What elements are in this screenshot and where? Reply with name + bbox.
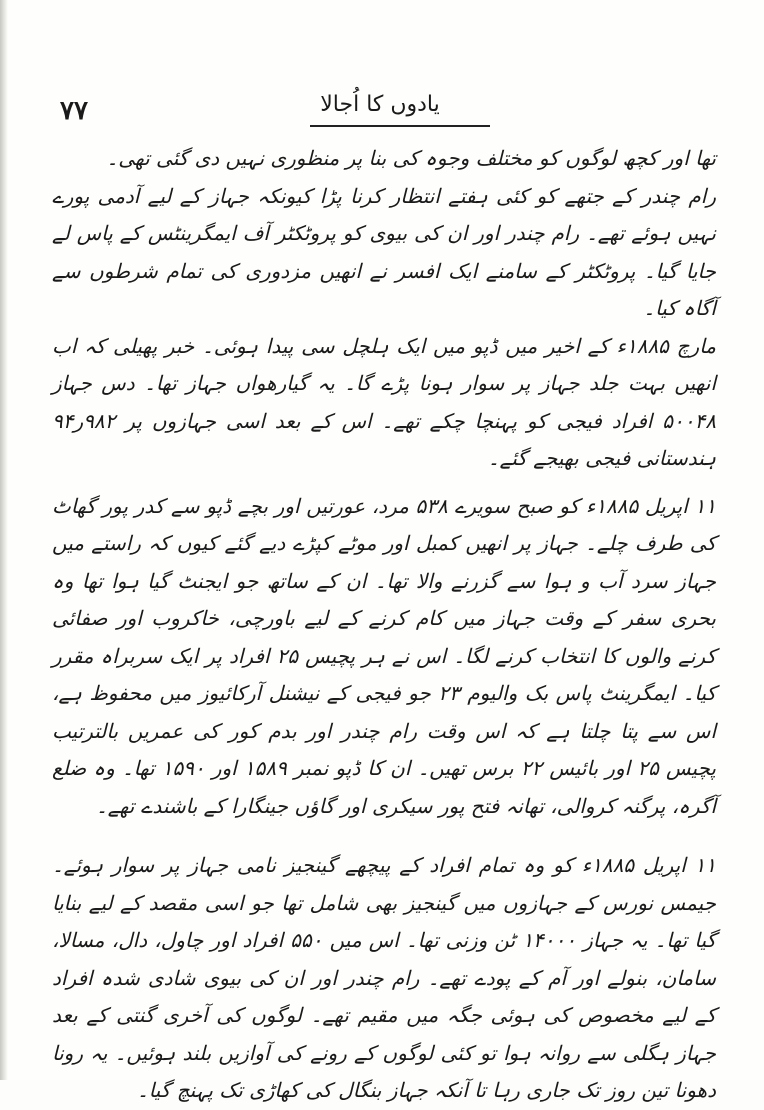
paragraph: رام چندر کے جتھے کو کئی ہفتے انتظار کرنا پڑا کیونکہ جہاز کے لیے آدمی پورے نہیں ہوئے تھے۔ رام چندر اور ان کی بیوی کو پروٹکٹر آف ایمگرینٹس کے پاس لے جایا گیا۔ پروٹکٹر کے سامنے ایک افسر نے انھیں مزدوری کی تمام شرطوں سے آگاہ کیا۔ <box>52 183 717 320</box>
page-header <box>60 92 700 128</box>
paragraph: مارچ ۱۸۸۵ء کے اخیر میں ڈپو میں ایک ہلچل سی پیدا ہوئی۔ خبر پھیلی کہ اب انھیں بہت جلد جہاز پر سوار ہونا پڑے گا۔ یہ گیارھواں جہاز تھا۔ دس جہاز ۵۰۰۴۸ افراد فیجی کو پہنچا چکے تھے۔ اس کے بعد اسی جہازوں پر ۹۸۲ر۹۴ ہندستانی فیجی بھیجے گئے۔ <box>52 333 717 470</box>
page-number: ۷۷ <box>60 96 88 126</box>
running-title: یادوں کا اُجالا <box>320 92 440 117</box>
page-binding-shadow <box>0 0 8 1080</box>
header-underline <box>310 125 490 127</box>
paragraph: تھا اور کچھ لوگوں کو مختلف وجوہ کی بنا پر منظوری نہیں دی گئی تھی۔ <box>106 146 716 170</box>
paragraph: ۱۱ اپریل ۱۸۸۵ء کو صبح سویرے ۵۳۸ مرد، عورتیں اور بچے ڈپو سے کدر پور گھاٹ کی طرف چلے۔ جہاز پر انھیں کمبل اور موٹے کپڑے دیے گئے کیوں کہ راستے میں جہاز سرد آب و ہوا سے گزرنے والا تھا۔ ان کے ساتھ جو ایجنٹ گیا ہوا تھا وہ بحری سفر کے وقت جہاز میں کام کرنے کے لیے باورچی، خاکروب اور صفائی کرنے والوں کا انتخاب کرنے لگا۔ اس نے ہر پچیس ۲۵ افراد پر ایک سربراہ مقرر کیا۔ ایمگرینٹ پاس بک والیوم ۲۳ جو فیجی کے نیشنل آرکائیوز میں محفوظ ہے، اس سے پتا چلتا ہے کہ اس وقت رام چندر اور بدم کور کی عمریں بالترتیب پچیس ۲۵ اور بائیس ۲۲ برس تھیں۔ ان کا ڈپو نمبر ۱۵۸۹ اور ۱۵۹۰ تھا۔ وہ ضلع آگرہ، پرگنہ کروالی، تھانہ فتح پور سیکری اور گاؤں جینگارا کے باشندے تھے۔ <box>52 493 717 818</box>
body-text <box>52 140 716 1110</box>
paragraph: ۱۱ اپریل ۱۸۸۵ء کو وہ تمام افراد کے پیچھے گینجیز نامی جہاز پر سوار ہوئے۔ جیمس نورس کے جہازوں میں گینجیز بھی شامل تھا جو اسی مقصد کے لیے بنایا گیا تھا۔ یہ جہاز ۱۴۰۰۰ ٹن وزنی تھا۔ اس میں ۵۵۰ افراد اور چاول، دال، مسالا، سامان، بنولے اور آم کے پودے تھے۔ رام چندر اور ان کی بیوی شادی شدہ افراد کے لیے مخصوص کی ہوئی جگہ میں مقیم تھے۔ لوگوں کی آخری گنتی کے بعد جہاز ہگلی سے روانہ ہوا تو کئی لوگوں کے رونے کی آوازیں بلند ہوئیں۔ یہ رونا دھونا تین روز تک جاری رہا تا آنکہ جہاز بنگال کی کھاڑی تک پہنچ گیا۔ <box>52 853 716 1102</box>
